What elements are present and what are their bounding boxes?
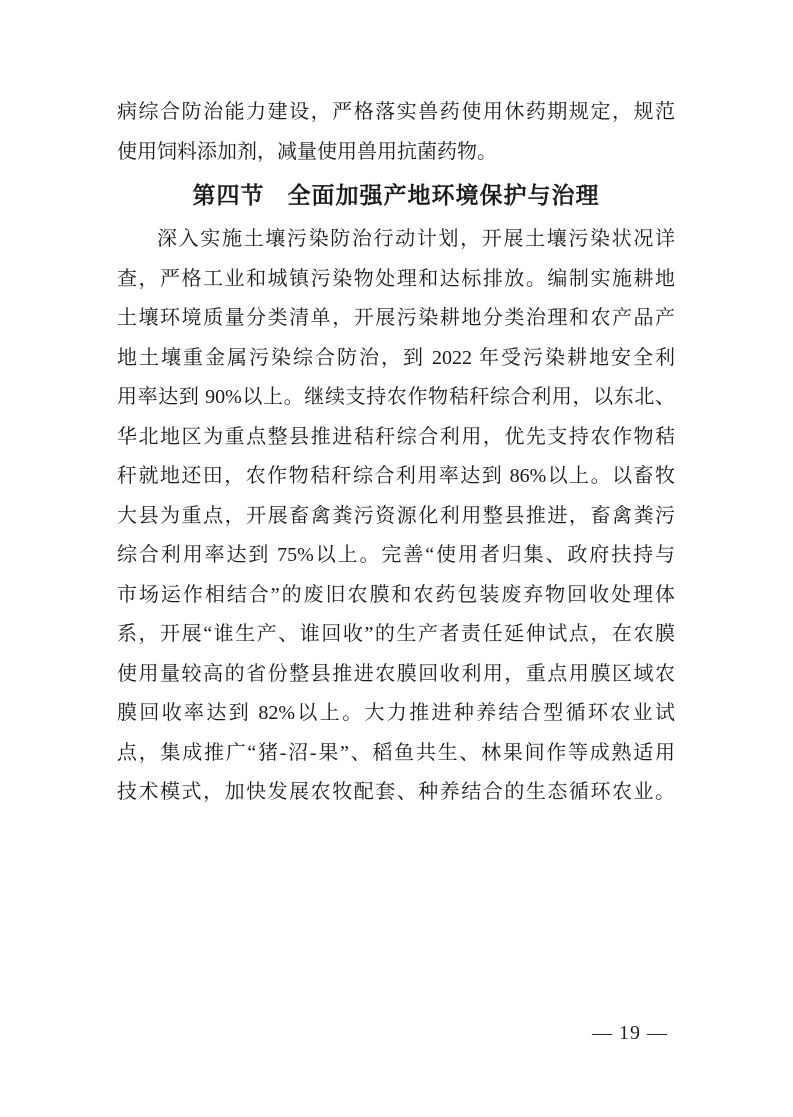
- text-line: 点，集成推广“猪-沼-果”、稻鱼共生、林果间作等成熟适用: [117, 741, 675, 764]
- text-line: 使用量较高的省份整县推进农膜回收利用，重点用膜区域农: [117, 662, 675, 685]
- text-line: 使用饲料添加剂，减量使用兽用抗菌药物。: [117, 140, 497, 163]
- text-line: 病综合防治能力建设，严格落实兽药使用休药期规定，规范: [117, 101, 675, 123]
- text-line: 系，开展“谁生产、谁回收”的生产者责任延伸试点，在农膜: [117, 623, 675, 645]
- text-line: 地土壤重金属污染综合防治，到 2022 年受污染耕地安全利: [117, 346, 675, 369]
- text-line: 市场运作相结合”的废旧农膜和农药包装废弃物回收处理体: [117, 583, 675, 606]
- text-line: 综合利用率达到 75%以上。完善“使用者归集、政府扶持与: [117, 544, 675, 566]
- text-line: 技术模式，加快发展农牧配套、种养结合的生态循环农业。: [117, 781, 675, 803]
- text-block: [117, 93, 675, 813]
- text-line: 土壤环境质量分类清单，开展污染耕地分类治理和农产品产: [117, 307, 675, 329]
- text-line: 查，严格工业和城镇污染物处理和达标排放。编制实施耕地: [117, 267, 675, 290]
- paragraph-continuation: [117, 93, 675, 172]
- page-number: — 19 —: [592, 1022, 668, 1044]
- section-title: 全面加强产地环境保护与治理: [287, 183, 600, 208]
- text-line: 华北地区为重点整县推进秸秆综合利用，优先支持农作物秸: [117, 425, 675, 448]
- section-number: 第四节: [192, 183, 265, 208]
- text-line: 膜回收率达到 82%以上。大力推进种养结合型循环农业试: [117, 702, 675, 724]
- page-footer: [592, 1022, 668, 1045]
- text-line: 大县为重点，开展畜禽粪污资源化利用整县推进，畜禽粪污: [117, 504, 675, 527]
- text-line: 用率达到 90%以上。继续支持农作物秸秆综合利用，以东北、: [117, 386, 675, 408]
- section-heading: [117, 176, 675, 216]
- text-line: 深入实施土壤污染防治行动计划，开展土壤污染状况详: [157, 228, 675, 250]
- text-line: 秆就地还田，农作物秸秆综合利用率达到 86%以上。以畜牧: [117, 465, 675, 487]
- paragraph-main: [117, 220, 675, 813]
